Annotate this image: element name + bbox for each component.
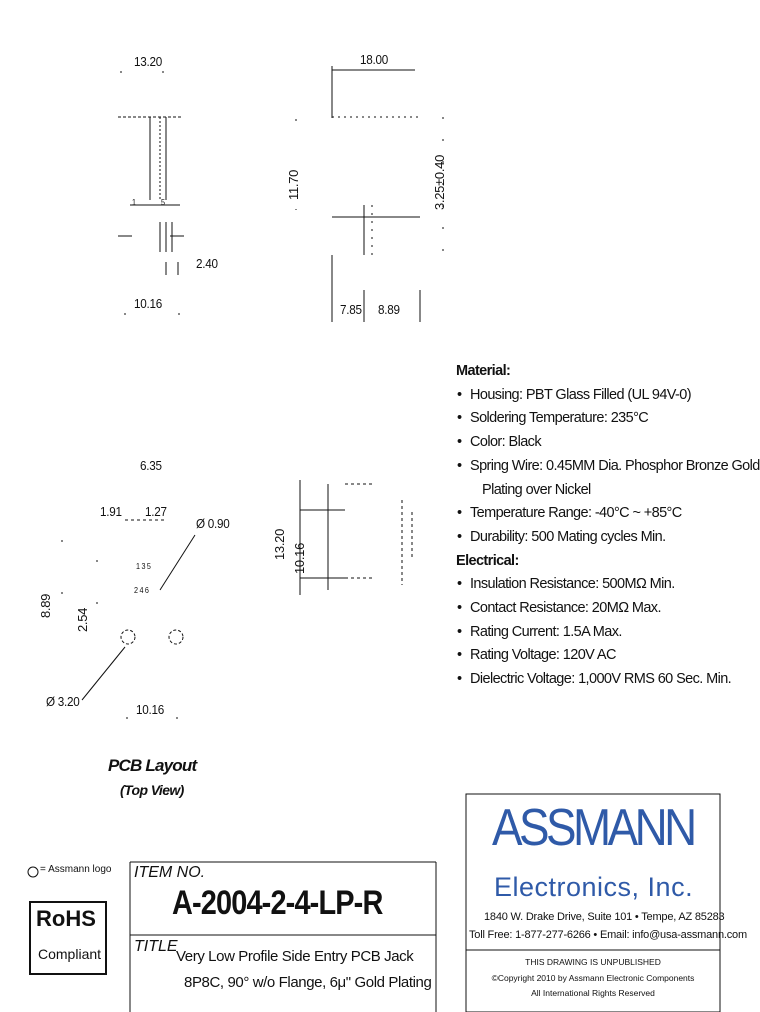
spec-item-continued	[456, 479, 716, 503]
legal-copyright: ©Copyright 2010 by Assmann Electronic Components	[491, 973, 695, 983]
rohs-label: RoHS	[36, 906, 96, 931]
pcb-layout-title: PCB Layout	[108, 756, 197, 775]
pcb-spacing-b: 1.27	[145, 504, 167, 519]
spec-rating-current: Rating Current: 1.5A Max.	[470, 623, 622, 640]
spec-item	[456, 597, 716, 621]
spec-item	[456, 573, 716, 597]
pcb-spacing-a: 1.91	[100, 504, 122, 519]
dim-offset-right: 8.89	[378, 302, 400, 317]
logo-note: = Assmann logo	[40, 864, 112, 875]
spec-temp-range: Temperature Range: -40°C ~ +85°C	[470, 505, 682, 522]
dim-width-top: 13.20	[134, 54, 162, 69]
spec-contact: Contact Resistance: 20MΩ Max.	[470, 600, 661, 617]
part-number: A-2004-2-4-LP-R	[172, 884, 383, 922]
dim-height-side: 11.70	[286, 169, 301, 200]
pcb-pins-bottom: 2 4 6	[134, 586, 149, 595]
assmann-logo: ASSMANN	[492, 799, 694, 857]
bullet: •	[457, 410, 462, 427]
spec-dielectric: Dielectric Voltage: 1,000V RMS 60 Sec. Min.	[470, 671, 732, 688]
material-heading: Material:	[456, 363, 511, 379]
title-label: TITLE	[134, 938, 178, 955]
spec-item	[456, 431, 716, 455]
bullet: •	[457, 623, 462, 640]
pcb-width: 10.16	[136, 702, 164, 717]
legal-rights: All International Rights Reserved	[531, 988, 655, 998]
bullet: •	[457, 505, 462, 522]
title-line-2: 8P8C, 90° w/o Flange, 6μ" Gold Plating	[184, 974, 432, 991]
spec-item	[456, 384, 716, 408]
title-line-1: Very Low Profile Side Entry PCB Jack	[176, 948, 414, 965]
pin-5-label: 5	[161, 198, 165, 207]
bullet: •	[457, 434, 462, 451]
spec-item	[456, 526, 716, 550]
spec-list	[456, 360, 760, 692]
rohs-compliant: Compliant	[38, 946, 102, 962]
spec-item	[456, 644, 716, 668]
bullet: •	[457, 671, 462, 688]
assmann-subname: Electronics, Inc.	[494, 872, 694, 902]
spec-rating-voltage: Rating Voltage: 120V AC	[470, 647, 616, 664]
spec-item	[456, 621, 716, 645]
bullet: •	[457, 528, 462, 545]
pcb-height-a: 8.89	[38, 593, 53, 618]
dim-height-tol: 3.25±0.40	[432, 154, 447, 210]
pin-1-label: 1	[132, 198, 136, 207]
spec-item	[456, 407, 716, 431]
company-contact: Toll Free: 1-877-277-6266 • Email: info@usa-assmann.com	[469, 929, 747, 941]
spec-item	[456, 502, 716, 526]
front-height-a: 13.20	[272, 528, 287, 560]
pcb-hole-small: Ø 0.90	[196, 516, 230, 531]
bullet: •	[457, 386, 462, 403]
item-label: ITEM NO.	[134, 864, 206, 881]
spec-insulation: Insulation Resistance: 500MΩ Min.	[470, 576, 675, 593]
legal-unpublished: THIS DRAWING IS UNPUBLISHED	[525, 957, 661, 967]
pcb-pins-top: 1 3 5	[136, 562, 151, 571]
spec-color: Color: Black	[470, 434, 541, 451]
spec-spring-wire-cont: Plating over Nickel	[482, 481, 591, 498]
front-height-b: 10.16	[292, 542, 307, 574]
pcb-layout-subtitle: (Top View)	[120, 782, 184, 798]
pcb-spacing-total: 6.35	[140, 458, 162, 473]
pcb-height-b: 2.54	[75, 607, 90, 632]
electrical-heading: Electrical:	[456, 552, 519, 569]
spec-soldering: Soldering Temperature: 235°C	[470, 410, 649, 427]
bullet: •	[457, 576, 462, 593]
spec-housing: Housing: PBT Glass Filled (UL 94V-0)	[470, 386, 691, 403]
spec-item	[456, 455, 760, 479]
company-address: 1840 W. Drake Drive, Suite 101 • Tempe, AZ 85283	[484, 911, 725, 923]
spec-item	[456, 668, 732, 692]
bullet: •	[457, 457, 462, 474]
dim-width-side: 18.00	[360, 52, 388, 67]
spec-durability: Durability: 500 Mating cycles Min.	[470, 528, 666, 545]
dim-bottom-width: 10.16	[134, 296, 162, 311]
bullet: •	[457, 600, 462, 617]
bullet: •	[457, 647, 462, 664]
dim-pin: 2.40	[196, 256, 218, 271]
dim-offset-left: 7.85	[340, 302, 362, 317]
pcb-hole-large: Ø 3.20	[46, 694, 80, 709]
spec-spring-wire: Spring Wire: 0.45MM Dia. Phosphor Bronze Gold	[470, 457, 760, 474]
